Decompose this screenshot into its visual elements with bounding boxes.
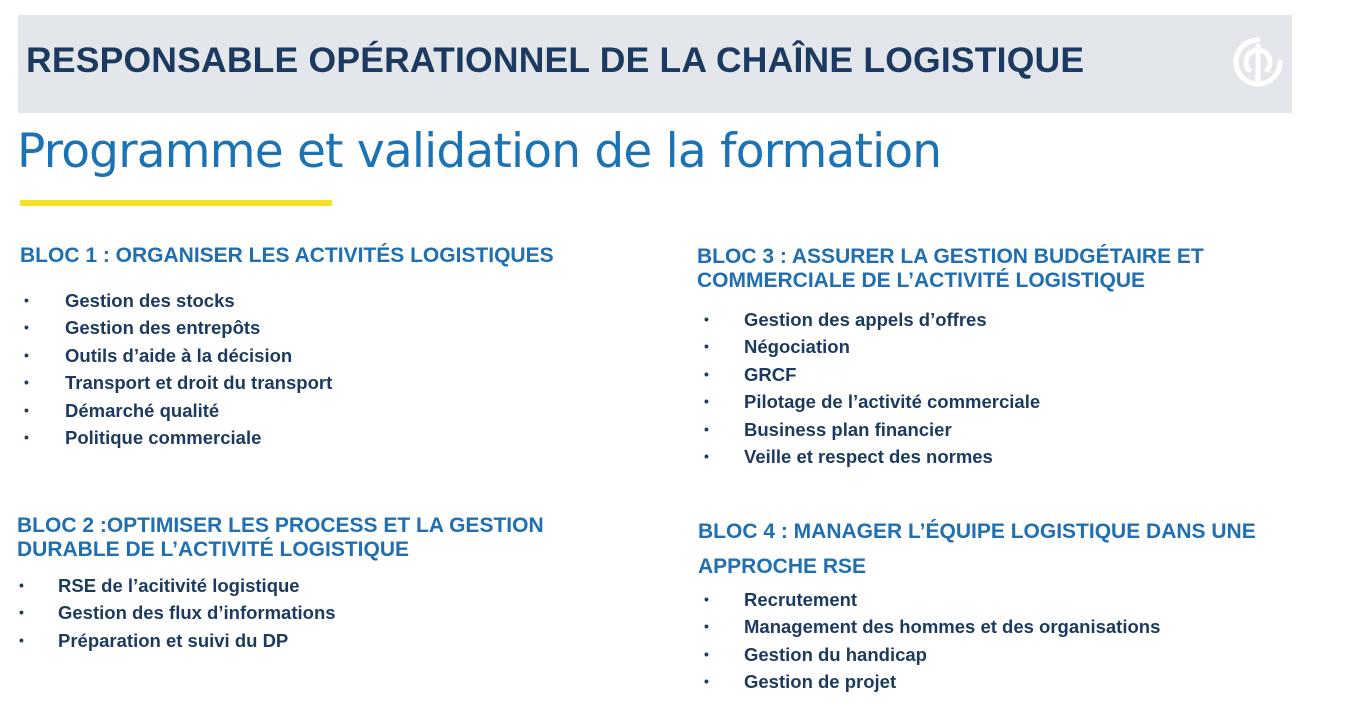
brand-logo-icon xyxy=(1228,32,1288,92)
bloc-4-list xyxy=(698,586,1338,696)
bloc-3-section xyxy=(697,245,1327,470)
bloc-1-list xyxy=(20,287,660,451)
bloc-4-title-line-1: BLOC 4 : MANAGER L’ÉQUIPE LOGISTIQUE DANS UNE xyxy=(698,520,1256,543)
list-item: • Business plan financier xyxy=(697,416,1327,443)
bloc-2-section xyxy=(17,514,657,654)
bullet-icon: • xyxy=(704,420,709,437)
bullet-icon: • xyxy=(24,292,29,308)
list-item: • Management des hommes et des organisations xyxy=(698,613,1338,640)
list-item: • Transport et droit du transport xyxy=(20,369,660,396)
bloc-3-title xyxy=(697,245,1327,293)
list-item: • Gestion des entrepôts xyxy=(20,314,660,341)
bullet-icon: • xyxy=(24,401,29,418)
bloc-2-list xyxy=(17,572,657,654)
list-item: • Démarché qualité xyxy=(20,397,660,424)
list-item: • Négociation xyxy=(697,333,1327,360)
bullet-icon: • xyxy=(704,365,709,382)
bloc-1-section xyxy=(20,244,660,451)
bullet-icon: • xyxy=(704,448,709,465)
list-item: • Gestion des stocks xyxy=(20,287,660,314)
list-item: • Politique commerciale xyxy=(20,424,660,451)
bullet-icon: • xyxy=(704,311,709,327)
list-item: • Gestion du handicap xyxy=(698,641,1338,668)
bloc-1-title: BLOC 1 : ORGANISER LES ACTIVITÉS LOGISTIQUES xyxy=(20,244,554,267)
list-item: • Préparation et suivi du DP xyxy=(17,627,657,654)
bloc-4-section xyxy=(698,514,1338,696)
bullet-icon: • xyxy=(19,631,24,648)
bloc-2-title-line-1: BLOC 2 :OPTIMISER LES PROCESS ET LA GESTION xyxy=(17,514,544,537)
list-item: • Outils d’aide à la décision xyxy=(20,342,660,369)
header-title: RESPONSABLE OPÉRATIONNEL DE LA CHAÎNE LOGISTIQUE xyxy=(26,40,1085,80)
bloc-3-title-line-1: BLOC 3 : ASSURER LA GESTION BUDGÉTAIRE ET xyxy=(697,245,1204,268)
list-item: • GRCF xyxy=(697,361,1327,388)
bloc-3-title-line-2: COMMERCIALE DE L’ACTIVITÉ LOGISTIQUE xyxy=(697,269,1146,292)
bloc-4-title xyxy=(698,514,1338,584)
bullet-icon: • xyxy=(704,673,709,690)
header-band xyxy=(18,15,1292,113)
list-item: • Recrutement xyxy=(698,586,1338,613)
bullet-icon: • xyxy=(19,577,24,593)
bullet-icon: • xyxy=(24,429,29,446)
list-item: • Veille et respect des normes xyxy=(697,443,1327,470)
bullet-icon: • xyxy=(704,393,709,410)
bullet-icon: • xyxy=(704,338,709,355)
bullet-icon: • xyxy=(24,319,29,336)
bloc-2-title-line-2: DURABLE DE L’ACTIVITÉ LOGISTIQUE xyxy=(17,538,410,561)
bullet-icon: • xyxy=(704,618,709,635)
page-title: Programme et validation de la formation xyxy=(17,124,942,179)
bullet-icon: • xyxy=(24,374,29,391)
list-item: • Gestion des flux d’informations xyxy=(17,599,657,626)
bullet-icon: • xyxy=(704,645,709,662)
bloc-4-title-line-2: APPROCHE RSE xyxy=(698,555,867,578)
bloc-2-title xyxy=(17,514,657,562)
list-item: • Pilotage de l’activité commerciale xyxy=(697,388,1327,415)
bloc-3-list xyxy=(697,306,1327,470)
bullet-icon: • xyxy=(24,346,29,363)
bullet-icon: • xyxy=(704,591,709,607)
bullet-icon: • xyxy=(19,604,24,621)
list-item: • Gestion des appels d’offres xyxy=(697,306,1327,333)
title-underline xyxy=(20,200,332,206)
list-item: • Gestion de projet xyxy=(698,668,1338,695)
list-item: • RSE de l’acitivité logistique xyxy=(17,572,657,599)
